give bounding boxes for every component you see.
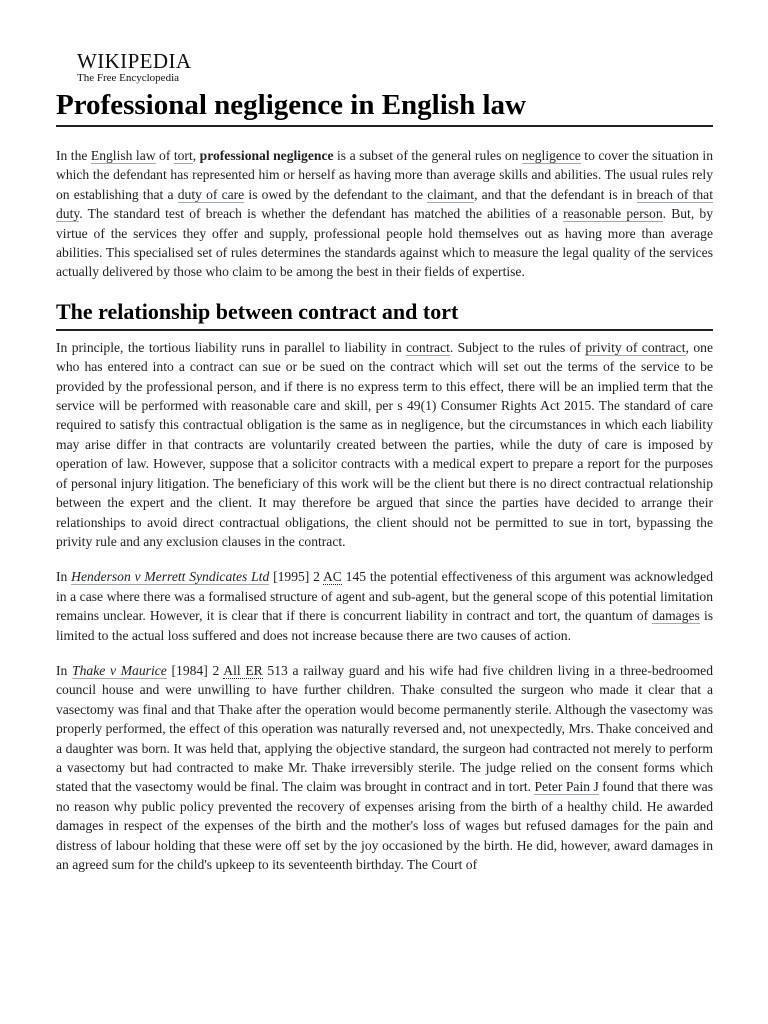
- abbr-all-er[interactable]: All ER: [223, 662, 263, 678]
- link-peter-pain-j[interactable]: Peter Pain J: [534, 779, 599, 795]
- link-breach-of-duty[interactable]: breach of that duty: [56, 186, 713, 222]
- paragraph-text: [1995] 2: [269, 569, 323, 585]
- link-reasonable-person[interactable]: reasonable person: [563, 206, 663, 222]
- wikipedia-logo[interactable]: [56, 50, 713, 86]
- link-henderson-v-merrett[interactable]: Henderson v Merrett Syndicates Ltd: [71, 569, 270, 585]
- link-damages[interactable]: damages: [652, 608, 700, 624]
- intro-text: of: [155, 148, 174, 163]
- paragraph-text: is limited to the actual loss suffered and does not increase because there are two causes of action.: [56, 608, 714, 643]
- paragraph-text: . Subject to the rules of: [449, 339, 586, 355]
- page-title: Professional negligence in English law: [56, 88, 713, 127]
- section-heading-contract-tort: The relationship between contract and tort: [56, 298, 713, 331]
- intro-text: to cover the situation in which the defendant has represented him or herself as having more than average skills and abilities. The usual rules rely on establishing that a: [56, 148, 713, 202]
- paragraph-text: found that there was no reason why public policy prevented the recovery of expenses arising from the birth of a healthy child. He awarded damages in respect of the expenses of the birth and the mother's loss of wages but refused damages for the pain and distress of labour holding that these were off set by the joy occasioned by the birth. He did, however, award damages in an agreed sum for the child's upkeep to its seventeenth birthday. The Court of: [56, 779, 713, 872]
- intro-text: ,: [192, 148, 200, 163]
- intro-paragraph: [56, 146, 713, 282]
- link-duty-of-care[interactable]: duty of care: [177, 186, 245, 202]
- bold-term-professional-negligence: professional negligence: [199, 148, 334, 163]
- logo-wordmark: WIKIPEDIA: [77, 49, 192, 73]
- section-paragraph-2: [56, 567, 713, 645]
- intro-text: , and that the defendant is in: [474, 186, 637, 202]
- link-claimant[interactable]: claimant: [427, 186, 475, 202]
- link-english-law[interactable]: English law: [90, 148, 156, 163]
- link-tort[interactable]: tort: [173, 148, 193, 163]
- link-privity-of-contract[interactable]: privity of contract: [585, 339, 686, 355]
- paragraph-text: In: [56, 569, 72, 585]
- section-paragraph-1: [56, 338, 713, 551]
- article-page: [56, 0, 713, 874]
- link-negligence[interactable]: negligence: [521, 148, 581, 163]
- paragraph-text: [1984] 2: [166, 662, 224, 678]
- section-paragraph-3: [56, 661, 713, 874]
- link-thake-v-maurice[interactable]: Thake v Maurice: [72, 662, 167, 678]
- paragraph-text: In: [56, 662, 73, 678]
- paragraph-text: , one who has entered into a contract can sue or be sued on the contract which will set out the terms of the service to be provided by the professional person, and if there is no express term to this effect, there will be an implied term that the service will be performed with reasonable care and skill, per s 49(1) Consumer Rights Act 2015. The standard of care required to satisfy this contractual obligation is the same as in negligence, but the circumstances in which each liability may arise differ in that contracts are voluntarily created between the parties, while the duty of care is imposed by operation of law. However, suppose that a solicitor contracts with a medical expert to prepare a report for the purposes of personal injury litigation. The beneficiary of this work will be the client but there is no direct contractual relationship between the expert and the client. It may therefore be argued that since the parties have decided to arrange their relationships to avoid direct contractual obligations, the client should not be permitted to sue in tort, bypassing the privity rule and any exclusion clauses in the contract.: [56, 339, 713, 549]
- intro-text: is a subset of the general rules on: [333, 148, 522, 163]
- link-contract[interactable]: contract: [406, 339, 450, 355]
- intro-text: . The standard test of breach is whether the defendant has matched the abilities of a: [79, 206, 564, 222]
- paragraph-text: 513 a railway guard and his wife had five children living in a three-bedroomed council house and were unwilling to have further children. Thake consulted the surgeon who made it clear that a vasectomy was final and that Thake after the operation would become permanently sterile. Although the vasectomy was properly performed, the effect of this operation was naturally reversed and, not unexpectedly, Mrs. Thake conceived and a daughter was born. It was held that, applying the objective standard, the surgeon had contracted not merely to perform a vasectomy but had contracted to make Mr. Thake irreversibly sterile. The judge relied on the consent forms which stated that the vasectomy would be final. The claim was brought in contract and in tort.: [56, 662, 714, 795]
- paragraph-text: In principle, the tortious liability runs in parallel to liability in: [56, 339, 407, 355]
- intro-text: is owed by the defendant to the: [244, 186, 428, 202]
- intro-text: In the: [56, 148, 91, 163]
- abbr-ac[interactable]: AC: [322, 569, 342, 585]
- intro-text: . But, by virtue of the services they offer and supply, professional people hold themselves out as having more than average abilities. This specialised set of rules determines the standards against which to measure the legal quality of the services actually delivered by those who claim to be among the best in their fields of expertise.: [56, 206, 714, 280]
- paragraph-text: 145 the potential effectiveness of this argument was acknowledged in a case where there was a formalised structure of agent and sub-agent, but the general scope of this potential limitation remains unclear. However, it is clear that if there is concurrent liability in contract and tort, the quantum of: [56, 569, 713, 624]
- logo-tagline: The Free Encyclopedia: [77, 72, 180, 84]
